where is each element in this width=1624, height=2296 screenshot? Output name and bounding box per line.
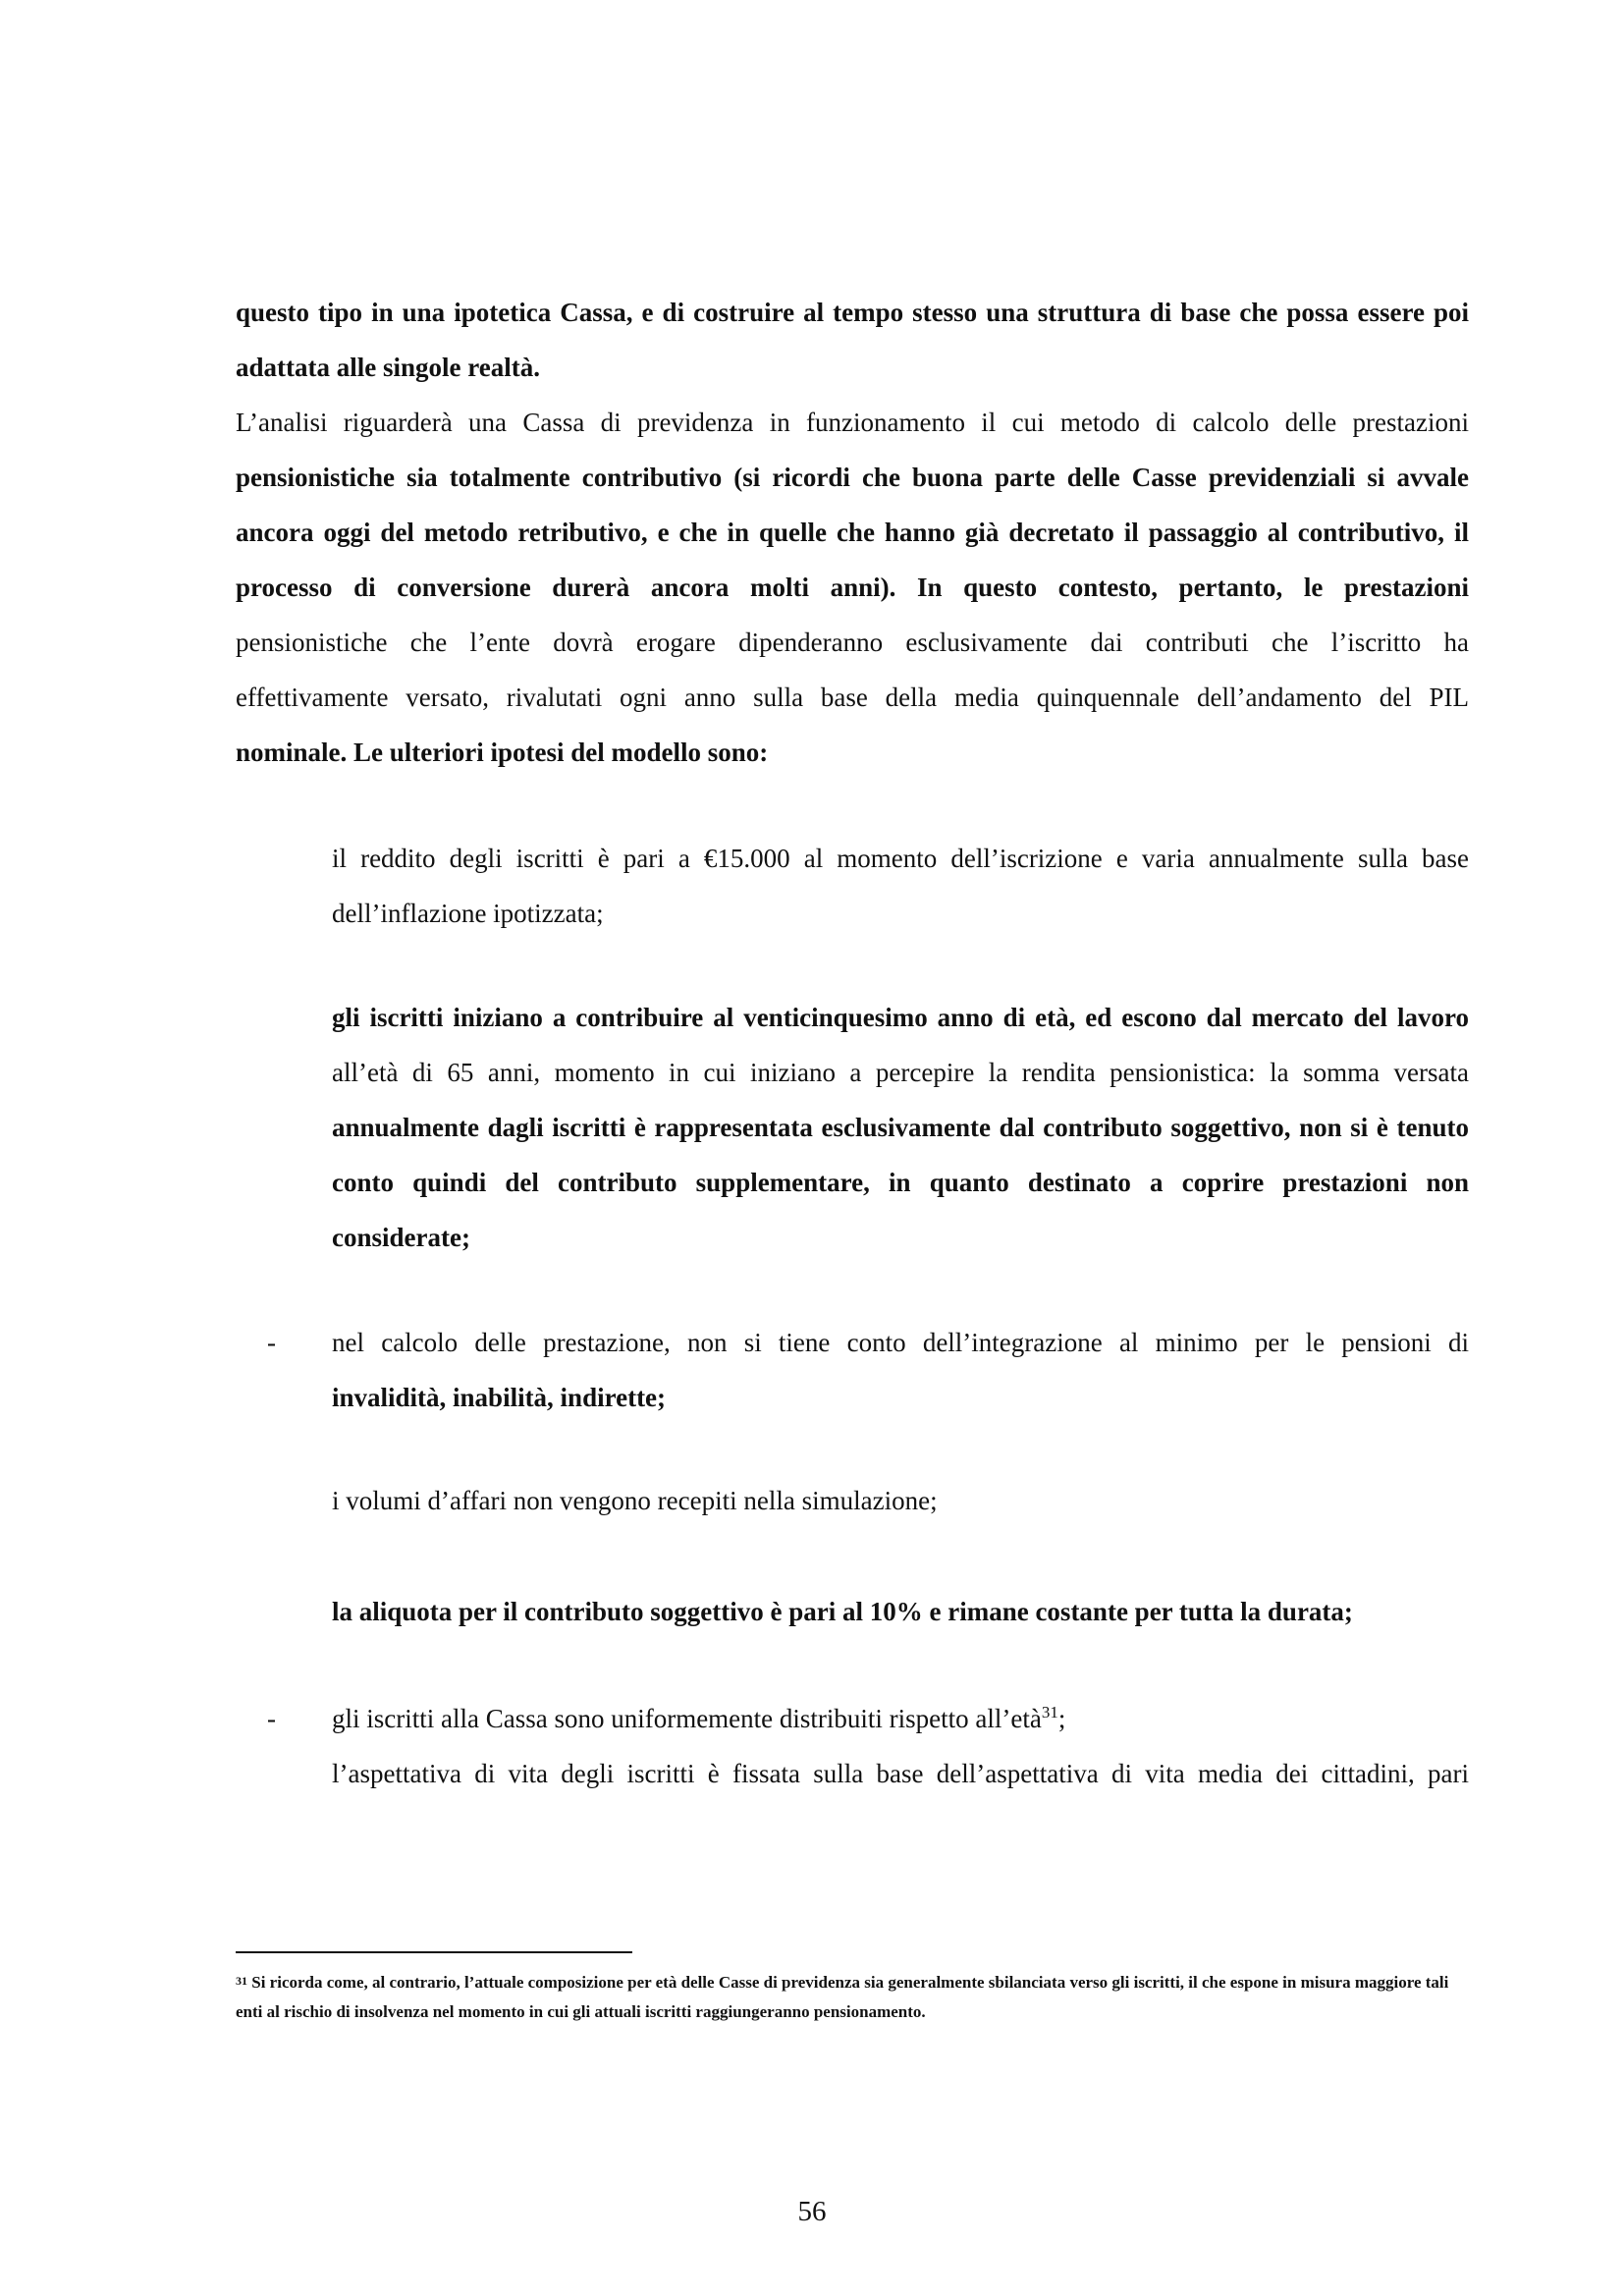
hypothesis-list-item [332,831,1469,941]
text-line: all’età di 65 anni, momento in cui iniziano a percepire la rendita pensionistica: la somma versata [332,1058,1469,1087]
text-line: nominale. Le ulteriori ipotesi del modello sono: [236,738,769,767]
text-line: considerate; [332,1223,470,1252]
text-line: gli iscritti iniziano a contribuire al venticinquesimo anno di età, ed escono dal mercato del lavoro [332,1003,1469,1032]
text-line: L’analisi riguarderà una Cassa di previdenza in funzionamento il cui metodo di calcolo delle prestazioni [236,408,1469,437]
footnote-text: Si ricorda come, al contrario, l’attuale composizione per età delle Casse di previdenza sia generalmente sbilanciata verso gli iscritti, il che espone in misura maggiore tali enti al rischio di insolvenza nel momento in cui gli attuali iscritti raggiungeranno pensionamento. [236,1973,1449,2021]
text-line: i volumi d’affari non vengono recepiti nella simulazione; [332,1486,938,1515]
footnote-number: 31 [236,1974,247,1988]
text-line: ancora oggi del metodo retributivo, e che in quelle che hanno già decretato il passaggio al contributivo, il [236,518,1469,547]
hypothesis-list-item [332,990,1469,1265]
page-number: 56 [797,2196,827,2227]
text-line: processo di conversione durerà ancora molti anni). In questo contesto, pertanto, le prestazioni [236,573,1469,602]
footnote [236,1968,1469,2027]
text-line: adattata alle singole realtà. [236,353,540,382]
text-line: pensionistiche che l’ente dovrà erogare dipenderanno esclusivamente dai contributi che l’iscritto ha [236,628,1469,657]
paragraph-intro-continuation [236,285,1469,395]
text-line: questo tipo in una ipotetica Cassa, e di costruire al tempo stesso una struttura di base che possa essere poi [236,298,1469,327]
list-dash: - [267,1328,276,1357]
text-line [332,1691,1469,1746]
hypothesis-list-item [332,1746,1469,1801]
footnote-reference: 31 [1041,1703,1058,1722]
footnote-separator [236,1951,632,1953]
hypothesis-list-item [267,1691,1469,1746]
text-line-content: gli iscritti alla Cassa sono uniformemente distribuiti rispetto all’età [332,1704,1042,1733]
text-line: annualmente dagli iscritti è rappresentata esclusivamente dal contributo soggettivo, non si è tenuto [332,1113,1469,1142]
text-line: pensionistiche sia totalmente contributivo (si ricordi che buona parte delle Casse previdenziali si avvale [236,463,1469,492]
text-line: il reddito degli iscritti è pari a €15.000 al momento dell’iscrizione e varia annualmente sulla base [332,844,1469,873]
list-dash: - [267,1704,276,1733]
text-line: invalidità, inabilità, indirette; [332,1383,667,1412]
hypothesis-list-item [332,1584,1469,1639]
text-line: l’aspettativa di vita degli iscritti è fissata sulla base dell’aspettativa di vita media dei cittadini, pari [332,1759,1469,1788]
text-line: nel calcolo delle prestazione, non si tiene conto dell’integrazione al minimo per le pensioni di [332,1328,1469,1357]
hypothesis-list-item [267,1315,1469,1425]
text-line: dell’inflazione ipotizzata; [332,899,604,928]
text-line-tail: ; [1057,1704,1066,1733]
text-line: effettivamente versato, rivalutati ogni anno sulla base della media quinquennale dell’andamento del PIL [236,683,1469,712]
hypothesis-list-item [332,1473,1469,1528]
text-line: conto quindi del contributo supplementare, in quanto destinato a coprire prestazioni non [332,1168,1469,1197]
paragraph-analysis [236,395,1469,780]
text-line: la aliquota per il contributo soggettivo è pari al 10% e rimane costante per tutta la durata; [332,1597,1353,1626]
